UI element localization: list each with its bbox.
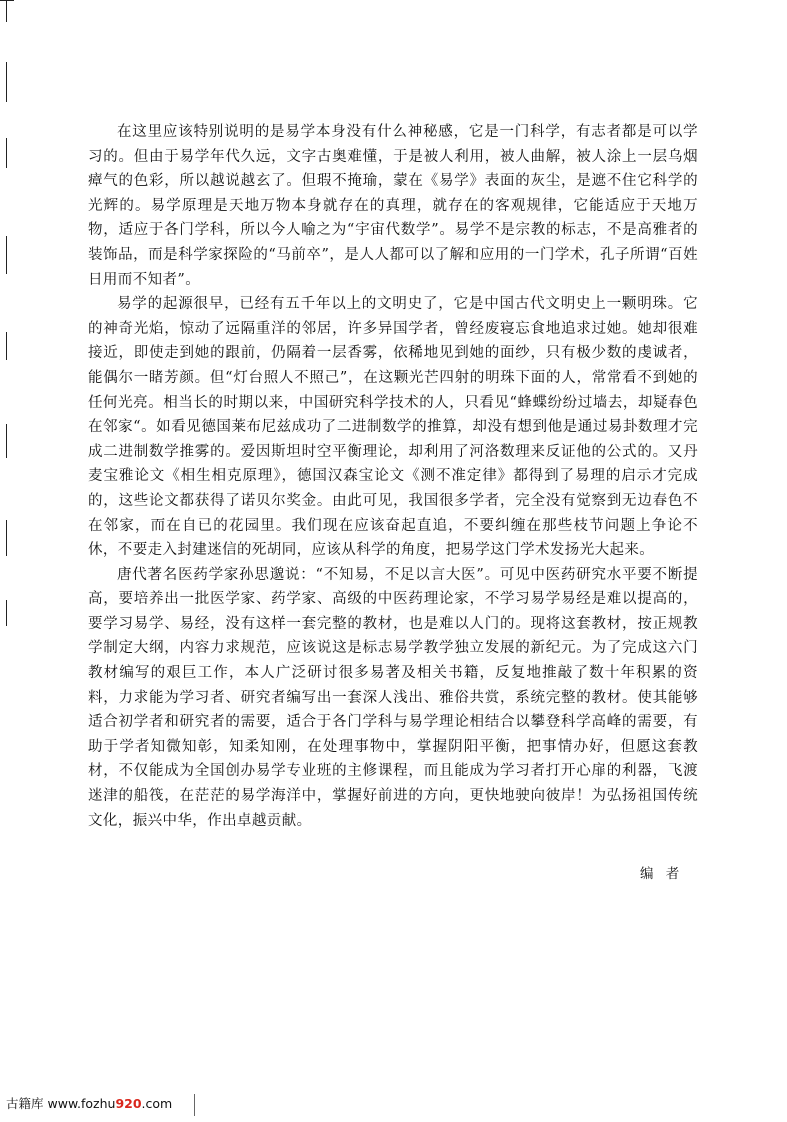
footer-site-suffix: .com (141, 1096, 173, 1111)
paragraph-2: 易学的起源很早，已经有五千年以上的文明史了，它是中国古代文明史上一颗明珠。它的神奇光焰，惊动了远隔重洋的邻居，许多异国学者，曾经废寝忘食地追求过她。她却很难接近，即使走到她的跟前，仍隔着一层香雾，依稀地见到她的面纱，只有极少数的虔诚者，能偶尔一睹芳颜。但“灯台照人不照己”，在这颗光芒四射的明珠下面的人，常常看不到她的任何光亮。相当长的时期以来，中国研究科学技术的人，只看见“蜂蝶纷纷过墙去，却疑春色在邻家“。如看见德国莱布尼兹成功了二进制数学的推算，却没有想到他是通过易卦数理才完成二进制数学推雾的。爱因斯坦时空平衡理论，却利用了河洛数理来反证他的公式的。又丹麦宝雅论文《相生相克原理》，德国汉森宝论文《测不准定律》都得到了易理的启示才完成的，这些论文都获得了诺贝尔奖金。由此可见，我国很多学者，完全没有觉察到无边春色不在邻家，而在自已的花园里。我们现在应该奋起直追，不要纠缠在那些枝节问题上争论不休，不要走入封建迷信的死胡同，应该从科学的角度，把易学这门学术发扬光大起来。 (88, 296, 698, 559)
author-signature: 编 者 (640, 866, 684, 882)
paragraph-1: 在这里应该特别说明的是易学本身没有什么神秘感，它是一门科学，有志者都是可以学习的。但由于易学年代久远，文字古奥难懂，于是被人利用，被人曲解，被人涂上一层乌烟瘴气的色彩，所以越说越玄了。但瑕不掩瑜，蒙在《易学》表面的灰尘，是遮不住它科学的光辉的。易学原理是天地万物本身就存在的真理，就存在的客观规律，它能适应于天地万物，适应于各门学科，所以今人喻之为“宇宙代数学”。易学不是宗教的标志，不是高雅者的装饰品，而是科学家探险的“马前卒”，是人人都可以了解和应用的一门学术，孔子所谓“百姓日用而不知者”。 (88, 124, 698, 288)
scan-edge-mark (6, 0, 7, 22)
footer-divider (194, 1094, 195, 1116)
scan-edge-mark (6, 332, 7, 360)
paragraph-3: 唐代著名医药学家孙思邈说：“不知易，不足以言大医”。可见中医药研究水平要不断提高，要培养出一批医学家、药学家、高级的中医药理论家，不学习易学易经是难以提高的，要学习易学、易经，没有这样一套完整的教材，也是难以人门的。现将这套教材，按正规教学制定大纲，内容力求规范，应该说这是标志易学教学独立发展的新纪元。为了完成这六门教材编写的艰巨工作，本人广泛研讨很多易著及相关书籍，反复地推敲了数十年积累的资料，力求能为学习者、研究者编写出一套深人浅出、雅俗共赏，系统完整的教材。使其能够适合初学者和研究者的需要，适合于各门学科与易学理论相结合以攀登科学高峰的需要，有助于学者知微知彰，知柔知刚，在处理事物中，掌握阴阳平衡，把事情办好，但愿这套教材，不仅能成为全国创办易学专业班的主修课程，而且能成为学习者打开心扉的利器，飞渡迷津的船筏，在茫茫的易学海洋中，掌握好前进的方向，更快地驶向彼岸！为弘扬祖国传统文化，振兴中华，作出卓越贡献。 (88, 566, 698, 829)
footer-watermark (6, 1094, 172, 1112)
scan-edge-mark (6, 62, 7, 102)
scan-edge-mark (6, 520, 7, 556)
scan-edge-mark (6, 236, 7, 274)
document-body (88, 120, 698, 833)
footer-site-number: 920 (115, 1096, 142, 1111)
scan-edge-mark (6, 424, 7, 458)
footer-site-prefix: www.fozhu (47, 1096, 116, 1111)
scan-edge-mark (6, 138, 7, 168)
scan-edge-mark-top (0, 0, 14, 1)
footer-brand: 古籍库 (6, 1096, 44, 1111)
scan-edge-mark (6, 600, 7, 626)
